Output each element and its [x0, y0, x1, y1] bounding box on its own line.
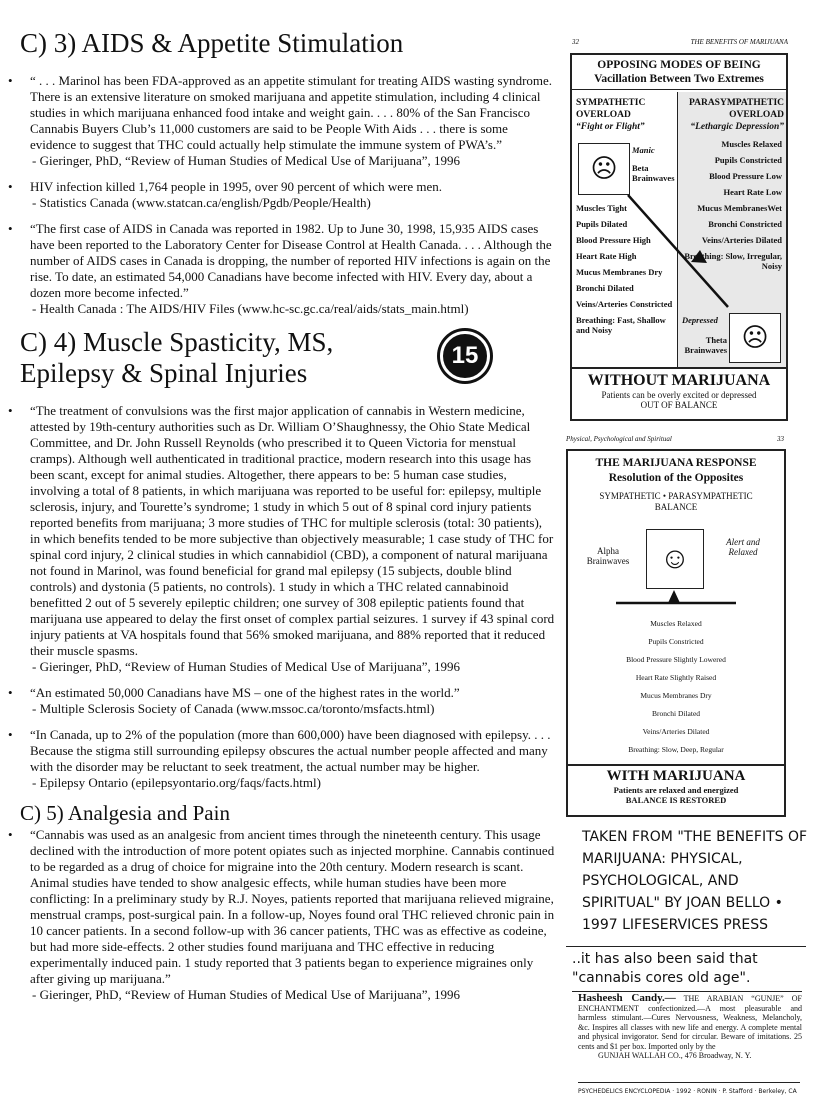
left-items [576, 203, 676, 341]
quote: “The first case of AIDS in Canada was reported in 1982. Up to June 30, 1998, 15,935 AIDS cases have been reported to the Laboratory Center for Disease Control at Health Canada. . . . Although the number of AIDS cases in Canada is dropping, the number of reported HIV infections is again on the rise. To date, an estimated 54,000 Canadians have become infected with HIV. Every day, about a dozen more become infected.” [30, 221, 552, 300]
list-item: • HIV infection killed 1,764 people in 1995, over 90 percent of which were men. - Statistics Canada (www.statcan.ca/english/Pgdb/People/Health) [30, 179, 555, 211]
right-subheading: “Lethargic Depression” [690, 122, 784, 132]
list-item: Mucus MembranesWet [697, 203, 782, 213]
hasheesh-ad [578, 994, 802, 1061]
section-heading: C) 3) AIDS & Appetite Stimulation [20, 28, 404, 58]
source: - Gieringer, PhD, “Review of Human Studies of Medical Use of Marijuana”, 1996 [32, 987, 461, 1002]
manic-face-icon: ☹ [578, 143, 630, 195]
opposing-modes-figure [570, 53, 788, 369]
quote: “In Canada, up to 2% of the population (more than 600,000) have been diagnosed with epilepsy. . . . Because the stigma still surrounding epilepsy obscures the actual number people affected and many with the disorder may be reluctant to seek treatment, the actual number may be higher. [30, 727, 551, 774]
list-item: • “An estimated 50,000 Canadians have MS – one of the highest rates in the world.” - Multiple Sclerosis Society of Canada (www.mssoc.ca/toronto/msfacts.html) [30, 685, 555, 717]
marijuana-response-figure [566, 449, 786, 817]
list-item: Pupils Dilated [576, 219, 628, 229]
quote: “ . . . Marinol has been FDA-approved as an appetite stimulant for treating AIDS wasting syndrome. There is an extensive literature on smoked marijuana and appetite stimulation, including 4 clinical studies in which marijuana enhanced food intake and weight gain. . . . 80% of the San Francisco Cannabis Buyers Club’s 11,000 customers are said to be People With Aids . . . there is some evidence to suggest that THC could actually help stimulate the immune system of PWA’s.” [30, 73, 553, 152]
source: - Gieringer, PhD, “Review of Human Studies of Medical Use of Marijuana”, 1996 [32, 659, 461, 674]
list-item: Veins/Arteries Constricted [576, 299, 673, 309]
list-item: Breathing: Slow, Deep, Regular [628, 745, 724, 754]
list-item: Heart Rate Low [723, 187, 782, 197]
without-line2: OUT OF BALANCE [640, 400, 718, 410]
list-item: Bronchi Constricted [708, 219, 782, 229]
page-num: 33 [777, 435, 784, 443]
list-item: Veins/Arteries Dilated [642, 727, 710, 736]
page-header [566, 435, 784, 443]
figure-subtitle: Resolution of the Opposites [608, 472, 744, 484]
alpha-label: Alpha Brainwaves [586, 546, 630, 566]
list-item: • “Cannabis was used as an analgesic from ancient times through the nineteenth century. This usage declined with the introduction of more potent opiates such as injected morphine. Cannabis continued to be regarded as a drug of choice for migraine into the 20th century. Modern research is scant. Animal studies have tended to show analgesic effects, while human studies have been more conflicting: In a preliminary study by R.J. Noyes, patients reported that marijuana relieved migraine, menstrual cramps, post-surgical pain. In a follow-up, Noyes found oral THC relieved chronic pain in 10 cancer patients. In a second follow-up with 36 cancer patients, THC was as effective as codeine, but had more side-effects. 2 other studies found marijuana and THC effective in reducing experimentally induced pain. 1 study reported that 3 patients began to experience migraines only after giving up marijuana.” - Gieringer, PhD, “Review of Human Studies of Medical Use of Marijuana”, 1996 [8, 827, 555, 1002]
with-line1: Patients are relaxed and energized [613, 785, 739, 795]
right-heading: PARASYMPATHETIC OVERLOAD [689, 98, 784, 120]
list-item: Blood Pressure Slightly Lowered [626, 655, 726, 664]
source: - Statistics Canada (www.statcan.ca/english/Pgdb/People/Health) [32, 195, 371, 210]
list-item: Blood Pressure Low [709, 171, 782, 181]
page-header [572, 38, 788, 46]
list-item: Muscles Relaxed [721, 139, 782, 149]
figure-title: OPPOSING MODES OF BEING [597, 59, 761, 71]
alert-label: Alert and Relaxed [726, 537, 760, 557]
handwritten-note: TAKEN FROM "THE BENEFITS OF MARIJUANA: PHYSICAL, PSYCHOLOGICAL, AND SPIRITUAL" BY JOAN BELLO • 1997 LIFESERVICES PRESS [582, 829, 808, 933]
list-item: • “The treatment of convulsions was the first major application of cannabis in Western medicine, attested by 19th-century authorities such as Dr. William O’Shaughnessy, the Ohio State Medical Committee, and Dr. John Russell Reynolds (who prescribed it to Queen Victoria for menstual cramps). Although well authenticated in traditional practice, modern research into this usage has been scant, except for animal studies. Altogether, there appears to be: 5 human case studies, involving a total of 8 patients, in which marijuana was reported to be useful for: epilepsy, multiple sclerosis, injury, and Tourette’s syndrome; 1 study in which 5 out of 8 spinal cord injury patients reported benefits from marijuana; 3 more studies of THC for multiple sclerosis (total: 30 patients), in which benefits tended to be more subjective than objectively measurable; 1 case study of THC for spinal cord injury, 2 clinical studies in which cannabidiol (CBD), a component of natural marijuana not found in Marinol, was found beneficial for grand mal epilepsy (15 subjects, double blind controls) and dystonia (5 patients, no controls). 1 study in which a THC related cannabinoid benefitted 2 out of 5 severely epileptic children; one survey of 308 epileptic patients found that marijuana use appeared to delay the first onset of complex partial seizures. 1 survey if 43 spinal cord injury patients at VA hospitals found that 56% smoked marijuana, and 88% reported that it reduced their muscle spasms. - Gieringer, PhD, “Review of Human Studies of Medical Use of Marijuana”, 1996 [8, 403, 555, 674]
left-column [8, 28, 560, 1013]
heading-line: C) 4) Muscle Spasticity, MS, [20, 327, 334, 357]
balanced-face-icon: ☺ [646, 529, 704, 589]
section-heading: C) 5) Analgesia and Pain [20, 801, 230, 825]
list-item: • “The first case of AIDS in Canada was reported in 1982. Up to June 30, 1998, 15,935 AIDS cases have been reported to the Laboratory Center for Disease Control at Health Canada. . . . Although the number of AIDS cases in Canada is dropping, the number of reported HIV infections is again on the rise. To date, an estimated 54,000 Canadians have become infected with HIV. Every day, about a dozen more become infected.” - Health Canada : The AIDS/HIV Files (www.hc-sc.gc.ca/real/aids/stats_main.html) [30, 221, 555, 317]
without-marijuana-box [570, 367, 788, 421]
list-item: Muscles Relaxed [650, 619, 702, 628]
list-item: Pupils Constricted [714, 155, 782, 165]
handwritten-note-2: ..it has also been said that "cannabis cores old age". [572, 951, 758, 986]
page-number-badge: 15 [440, 331, 490, 381]
page-num: 32 [572, 38, 579, 46]
source: - Epilepsy Ontario (epilepsyontario.org/faqs/facts.html) [32, 775, 321, 790]
list-item: Bronchi Dilated [576, 283, 634, 293]
list-item: • “ . . . Marinol has been FDA-approved as an appetite stimulant for treating AIDS wasting syndrome. There is an extensive literature on smoked marijuana and appetite stimulation, including 4 clinical studies in which marijuana enhanced food intake and weight gain. . . . 80% of the San Francisco Cannabis Buyers Club’s 11,000 customers are said to be People With Aids . . . there is some evidence to suggest that THC could actually help stimulate the immune system of PWA’s.” - Gieringer, PhD, “Review of Human Studies of Medical Use of Marijuana”, 1996 [30, 73, 555, 169]
list-item: • “In Canada, up to 2% of the population (more than 600,000) have been diagnosed with epilepsy. . . . Because the stigma still surrounding epilepsy obscures the actual number people affected and many with the disorder may be reluctant to seek treatment, the actual number may be higher. - Epilepsy Ontario (epilepsyontario.org/faqs/facts.html) [30, 727, 555, 791]
heading-line: Epilepsy & Spinal Injuries [20, 358, 308, 388]
list-item: Breathing: Fast, Shallow and Noisy [576, 315, 666, 335]
figure-title: THE MARIJUANA RESPONSE [595, 457, 757, 469]
section-heading [20, 327, 560, 389]
without-line1: Patients can be overly excited or depressed [601, 390, 757, 400]
theta-label: Theta Brainwaves [684, 335, 727, 355]
quote: HIV infection killed 1,764 people in 1995, over 90 percent of which were men. [30, 179, 443, 194]
list-item: Muscles Tight [576, 203, 627, 213]
source: - Health Canada : The AIDS/HIV Files (www.hc-sc.gc.ca/real/aids/stats_main.html) [32, 301, 469, 316]
list-item: Veins/Arteries Dilated [701, 235, 782, 245]
list-item: Heart Rate Slightly Raised [635, 673, 717, 682]
ad-title: Hasheesh Candy.— [578, 992, 676, 1004]
left-heading: SYMPATHETIC OVERLOAD [576, 98, 646, 120]
list-item: Blood Pressure High [576, 235, 651, 245]
list-item: Mucus Membranes Dry [576, 267, 663, 277]
depressed-face-icon: ☹ [729, 313, 781, 363]
quote: “An estimated 50,000 Canadians have MS – one of the highest rates in the world.” [30, 685, 460, 700]
without-title: WITHOUT MARIJUANA [587, 372, 771, 389]
figure-subtitle: Vacillation Between Two Extremes [594, 73, 764, 85]
depressed-label: Depressed [682, 315, 718, 325]
with-title: WITH MARIJUANA [606, 768, 746, 784]
ad-company: GUNJAH WALLAH CO., 476 Broadway, N. Y. [598, 1051, 752, 1060]
left-subheading: “Fight or Flight” [576, 122, 645, 132]
ad-body: THE ARABIAN “GUNJE” OF ENCHANTMENT confectionized.—A most pleasurable and harmless stimulant.—Cures Nervousness, Weakness, Melancholy, &c. Inspires all classes with new life and energy. A complete mental and physical invigorator. Send for circular. Beware of imitations. 25 cents and $1 per box. Imported only by the [578, 994, 802, 1051]
source: - Gieringer, PhD, “Review of Human Studies of Medical Use of Marijuana”, 1996 [32, 153, 461, 168]
source: - Multiple Sclerosis Society of Canada (www.mssoc.ca/toronto/msfacts.html) [32, 701, 435, 716]
running-head: THE BENEFITS OF MARIJUANA [690, 38, 788, 46]
quote: “Cannabis was used as an analgesic from ancient times through the nineteenth century. This usage declined with the introduction of more potent opiates such as injected morphine. Cannabis continued to be regarded as a drug of choice for migraine into the 20th century. Modern research is scant. Animal studies have tended to show analgesic effects, while human studies have been more conflicting: In a preliminary study by R.J. Noyes, patients reported that marijuana relieved migraine, menstrual cramps, post-surgical pain. In a follow-up, Noyes found oral THC relieved chronic pain in 10 cancer patients. In a second follow-up with 36 cancer patients, THC was as effective as codeine, but had more side-effects. 2 other studies found marijuana and THC effective in reducing experimentally induced pain. 1 study reported that 3 patients began to experience migraines only after giving up marijuana.” [30, 827, 555, 986]
list-item: Heart Rate High [576, 251, 637, 261]
right-items [680, 139, 782, 277]
list-item: Mucus Membranes Dry [640, 691, 712, 700]
list-item: Pupils Constricted [648, 637, 704, 646]
quote: “The treatment of convulsions was the first major application of cannabis in Western medicine, attested by 19th-century authorities such as Dr. William O’Shaughnessy, the Ohio State Medical Committee, and Dr. John Russell Reynolds (who prescribed it to Queen Victoria for menstual cramps). Although well authenticated in traditional practice, modern research into this usage has been scant, except for animal studies. Altogether, there appears to be: 5 human case studies, involving a total of 8 patients, in which marijuana was reported to be useful for: epilepsy, multiple sclerosis, injury, and Tourette’s syndrome; 1 study in which 5 out of 8 spinal cord injury patients reported benefits from marijuana; 3 more studies of THC for multiple sclerosis (total: 30 patients), in which benefits tended to be more subjective than objectively measurable; 1 case study of THC for spinal cord injury, 2 clinical studies in which cannabidiol (CBD), a component of natural marijuana not found in Marinol, was found beneficial for grand mal epilepsy (15 subjects, double blind controls) and dystonia (5 patients, no controls). 1 study in which a THC related cannabinoid benefitted 2 out of 5 severely epileptic children; one survey of 308 epileptic patients found that marijuana use appeared to delay the first onset of complex partial seizures. 1 survey if 43 spinal cord injury patients at VA hospitals found that 56% smoked marijuana, and 88% reported that it reduced their muscle spasms. [30, 403, 555, 658]
beta-label: Beta Brainwaves [632, 163, 675, 183]
response-items [568, 615, 784, 759]
balance-label: SYMPATHETIC • PARASYMPATHETIC BALANCE [599, 491, 753, 512]
with-line2: BALANCE IS RESTORED [625, 795, 727, 805]
list-item: Breathing: Slow, Irregular, Noisy [684, 251, 782, 271]
list-item: Bronchi Dilated [651, 709, 701, 718]
manic-label: Manic [632, 145, 655, 155]
running-head: Physical, Psychological and Spiritual [566, 435, 672, 443]
credit-line: PSYCHEDELICS ENCYCLOPEDIA · 1992 · RONIN · P. Stafford · Berkeley, CA [578, 1088, 797, 1095]
